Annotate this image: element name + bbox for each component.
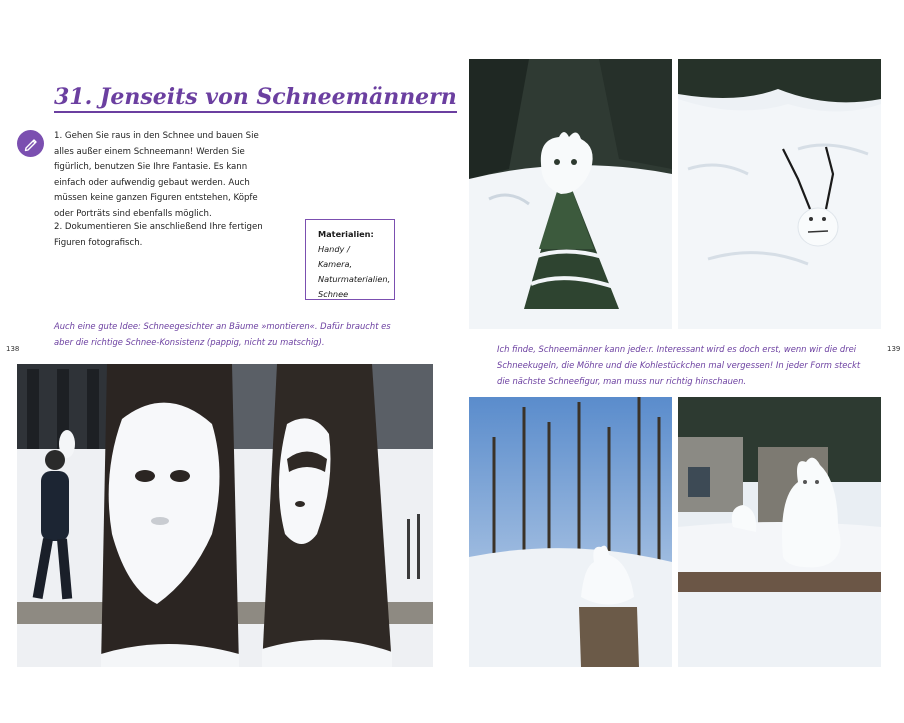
materials-title: Materialien: [318, 229, 374, 239]
photo-snow-figure-in-fir-tree [469, 59, 672, 329]
instruction-step-1: 1. Gehen Sie raus in den Schnee und bauen Sie alles außer einem Schneemann! Werden Sie figürlich, benutzen Sie Ihre Fantasie. Es kann einfach oder aufwendig gebaut werden. Auch müssen keine ganzen Figuren entstehen, Köpfe oder Porträts sind ebenfalls möglich. [54, 131, 259, 219]
photo-snow-bunny-on-stump [469, 397, 672, 667]
materials-list: Handy / Kamera, Naturmaterialien, Schnee [318, 244, 391, 299]
pencil-icon [17, 130, 44, 157]
page-number-right: 139 [887, 345, 901, 353]
photo-snow-faces-on-trees [17, 364, 433, 667]
photo-snow-head-with-stick-antennae [678, 59, 881, 329]
page-number-left: 138 [6, 345, 20, 353]
page-title: 31. Jenseits von Schneemännern [54, 84, 457, 113]
caption-left: Auch eine gute Idee: Schneegesichter an Bäume »montieren«. Dafür braucht es aber die richtige Schnee-Konsistenz (pappig, nicht zu matschig). [54, 321, 391, 347]
caption-right: Ich finde, Schneemänner kann jede:r. Interessant wird es doch erst, wenn wir die drei Schneekugeln, die Möhre und die Kohlestückchen mal vergessen! In jeder Form steckt die nächste Schneefigur, man muss nur richtig hinschauen. [497, 344, 861, 386]
instruction-step-2: 2. Dokumentieren Sie anschließend Ihre fertigen Figuren fotografisch. [54, 222, 263, 248]
materials-box [305, 219, 395, 300]
photo-snow-cat-figures [678, 397, 881, 667]
